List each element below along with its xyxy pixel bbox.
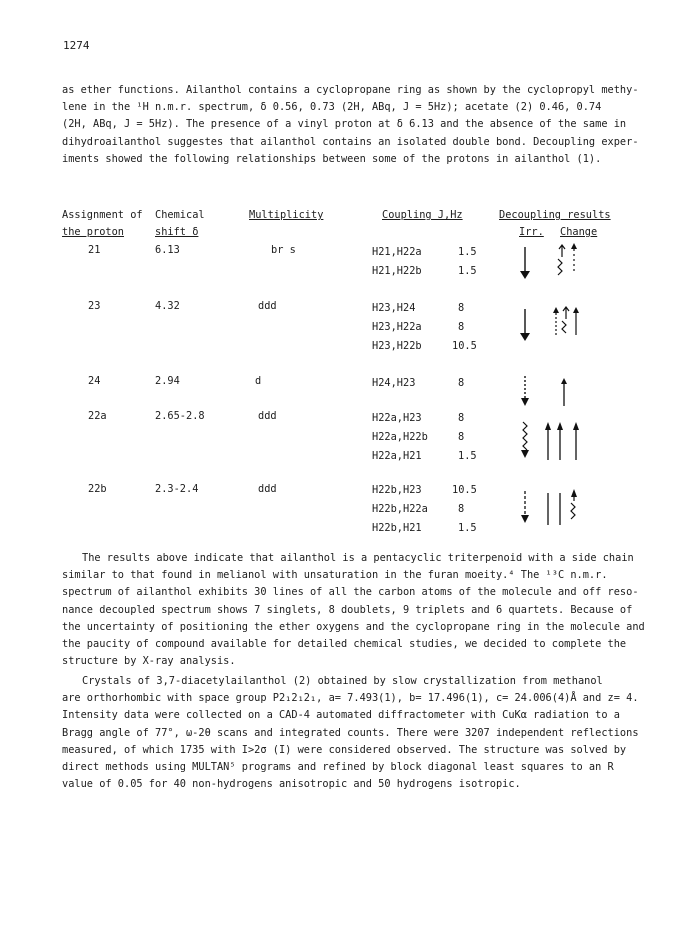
page-number: 1274 [63, 39, 90, 52]
coupling-j: 8 [458, 377, 465, 389]
results-line: the paucity of compound available for detailed chemical studies, we decided to complete the [62, 638, 627, 651]
header-coupling: Coupling J,Hz [382, 209, 463, 221]
decoupling-arrows-icon [515, 418, 615, 466]
coupling-pair: H23,H22b [372, 340, 422, 352]
row-shift: 2.65-2.8 [155, 410, 205, 422]
row-assignment: 24 [88, 375, 101, 387]
results-line: The results above indicate that ailanthol is a pentacyclic triterpenoid with a side chain [82, 552, 634, 564]
decoupling-arrows-icon [515, 487, 615, 531]
coupling-j: 1.5 [458, 246, 477, 258]
header-change: Change [560, 226, 598, 238]
crystal-line: direct methods using MULTAN⁵ programs and refined by block diagonal least squares to an R [62, 761, 614, 774]
coupling-j: 8 [458, 302, 465, 314]
crystal-line: measured, of which 1735 with I>2σ (I) were considered observed. The structure was solved by [62, 743, 627, 756]
row-assignment: 22b [88, 483, 107, 495]
row-multiplicity: ddd [258, 300, 277, 312]
coupling-j: 10.5 [452, 484, 477, 496]
coupling-j: 1.5 [458, 265, 477, 277]
row-couplings [372, 299, 502, 359]
row-shift: 4.32 [155, 300, 180, 312]
coupling-pair: H22b,H23 [372, 484, 422, 496]
header-multiplicity: Multiplicity [249, 209, 324, 221]
coupling-pair: H21,H22a [372, 246, 422, 258]
row-multiplicity: ddd [258, 410, 277, 422]
results-line: nance decoupled spectrum shows 7 singlets, 8 doublets, 9 triplets and 6 quartets. Because of [62, 603, 633, 616]
intro-line: (2H, ABq, J = 5Hz). The presence of a vinyl proton at δ 6.13 and the absence of the same in [62, 118, 627, 131]
coupling-j: 8 [458, 321, 465, 333]
row-shift: 2.94 [155, 375, 180, 387]
header-decoupling: Decoupling results [499, 209, 611, 221]
coupling-pair: H23,H22a [372, 321, 422, 333]
crystal-line: Crystals of 3,7-diacetylailanthol (2) obtained by slow crystallization from methanol [82, 675, 603, 687]
row-couplings [372, 243, 502, 283]
row-couplings [372, 374, 502, 394]
intro-line: lene in the ¹H n.m.r. spectrum, δ 0.56, 0.73 (2H, ABq, J = 5Hz); acetate (2) 0.46, 0.74 [62, 101, 602, 114]
header-irr: Irr. [519, 226, 544, 238]
coupling-j: 8 [458, 431, 465, 443]
crystal-line: are orthorhombic with space group P2₁2₁2₁, a= 7.493(1), b= 17.496(1), c= 24.006(4)Å and z= 4. [62, 692, 639, 705]
coupling-j: 10.5 [452, 340, 477, 352]
row-shift: 2.3-2.4 [155, 483, 199, 495]
results-line: similar to that found in melianol with unsaturation in the furan moeity.⁴ The ¹³C n.m.r. [62, 569, 608, 582]
crystal-line: Intensity data were collected on a CAD-4 automated diffractometer with CuKα radiation to a [62, 709, 620, 722]
row-assignment: 21 [88, 244, 101, 256]
row-multiplicity: br s [271, 244, 296, 256]
coupling-pair: H22b,H21 [372, 522, 422, 534]
results-line: structure by X-ray analysis. [62, 655, 236, 668]
decoupling-arrows-icon [515, 372, 615, 412]
crystal-line: Bragg angle of 77°, ω-2θ scans and integrated counts. There were 3207 independent reflections [62, 726, 639, 739]
results-line: spectrum of ailanthol exhibits 30 lines of all the carbon atoms of the molecule and off reso- [62, 586, 639, 599]
coupling-pair: H21,H22b [372, 265, 422, 277]
results-paragraph [62, 550, 645, 670]
row-assignment: 23 [88, 300, 101, 312]
row-couplings [372, 409, 502, 469]
coupling-pair: H22a,H21 [372, 450, 422, 462]
decoupling-arrows-icon [515, 305, 615, 349]
row-shift: 6.13 [155, 244, 180, 256]
row-assignment: 22a [88, 410, 107, 422]
coupling-j: 1.5 [458, 522, 477, 534]
intro-line: as ether functions. Ailanthol contains a cyclopropane ring as shown by the cyclopropyl methy- [62, 84, 639, 96]
coupling-pair: H22a,H22b [372, 431, 428, 443]
intro-paragraph [62, 82, 639, 168]
coupling-pair: H23,H24 [372, 302, 416, 314]
intro-line: iments showed the following relationships between some of the protons in ailanthol (1). [62, 152, 602, 165]
header-assignment: Assignment of the proton [62, 209, 143, 238]
coupling-j: 8 [458, 412, 465, 424]
row-couplings [372, 481, 502, 541]
decoupling-arrows-icon [515, 243, 615, 283]
crystal-paragraph [62, 673, 639, 793]
row-multiplicity: ddd [258, 483, 277, 495]
coupling-pair: H24,H23 [372, 377, 416, 389]
coupling-pair: H22b,H22a [372, 503, 428, 515]
coupling-j: 8 [458, 503, 465, 515]
crystal-line: value of 0.05 for 40 non-hydrogens anisotropic and 50 hydrogens isotropic. [62, 778, 521, 791]
coupling-j: 1.5 [458, 450, 477, 462]
results-line: the uncertainty of positioning the ether oxygens and the cyclopropane ring in the molecule and [62, 620, 645, 633]
intro-line: dihydroailanthol suggestes that ailanthol contains an isolated double bond. Decoupling exper- [62, 135, 639, 148]
header-shift: Chemical shift δ [155, 209, 205, 238]
row-multiplicity: d [255, 375, 262, 387]
coupling-pair: H22a,H23 [372, 412, 422, 424]
